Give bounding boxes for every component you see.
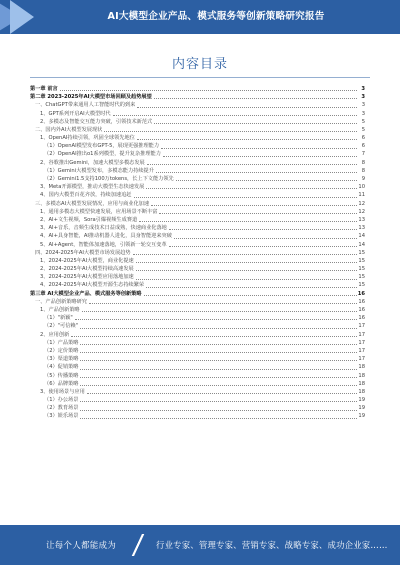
toc-entry-title: 第三章 AI大模型企业产品、模式服务等创新策略 [30, 290, 142, 297]
toc-page-number: 14 [358, 233, 365, 240]
toc-entry[interactable] [30, 396, 365, 404]
toc-page-number: 19 [358, 405, 365, 412]
toc-leader-dots [80, 343, 357, 345]
toc-page-number: 6 [361, 143, 365, 150]
toc-page-number: 15 [358, 274, 365, 281]
toc-entry[interactable] [30, 380, 365, 388]
toc-page-number: 14 [358, 241, 365, 248]
toc-leader-dots [134, 196, 358, 198]
toc-entry[interactable] [30, 404, 365, 412]
toc-heading: 内容目录 [171, 57, 228, 72]
toc-page-number: 18 [358, 364, 365, 371]
toc-entry[interactable] [30, 142, 365, 150]
report-header [0, 0, 400, 34]
toc-page-number: 3 [361, 110, 365, 117]
toc-entry[interactable] [30, 101, 365, 109]
toc-page-number: 12 [358, 200, 365, 207]
report-title: AI大模型企业产品、模式服务等创新策略研究报告 [107, 11, 325, 22]
toc-page-number: 17 [358, 331, 365, 338]
toc-entry[interactable] [30, 413, 365, 421]
toc-entry[interactable] [30, 224, 365, 232]
toc-leader-dots [80, 359, 357, 361]
toc-entry[interactable] [30, 249, 365, 257]
toc-leader-dots [60, 89, 357, 91]
toc-entry-title: （6）品牌策略 [44, 380, 79, 387]
toc-entry[interactable] [30, 298, 365, 306]
toc-page-number: 16 [357, 290, 365, 297]
toc-entry-title: 2、AI+文生视频，Sora引爆视频生成赛道 [40, 216, 138, 223]
toc-leader-dots [80, 417, 357, 419]
toc-leader-dots [147, 163, 357, 165]
toc-entry[interactable] [30, 290, 365, 298]
toc-entry[interactable] [30, 151, 365, 159]
toc-entry-title: （2）定价策略 [44, 347, 79, 354]
toc-page-number: 13 [358, 216, 365, 223]
toc-page-number: 6 [361, 135, 365, 142]
toc-leader-dots [80, 327, 357, 329]
toc-leader-dots [161, 147, 357, 149]
toc-entry[interactable] [30, 331, 365, 339]
toc-leader-dots [71, 335, 357, 337]
toc-entry[interactable] [30, 200, 365, 208]
toc-entry-title: 3、Meta开源模型，推动大模型生态快速发展 [40, 184, 145, 191]
toc-entry[interactable] [30, 306, 365, 314]
toc-entry-title: （2）"可信赖" [44, 323, 79, 330]
toc-entry[interactable] [30, 134, 365, 142]
toc-page-number: 19 [358, 397, 365, 404]
toc-leader-dots [156, 171, 357, 173]
toc-page-number: 12 [358, 208, 365, 215]
toc-entry-title: （2）Gemini1.5支持100万tokens，长上下文能力领先 [44, 176, 174, 183]
toc-leader-dots [136, 278, 357, 280]
toc-entry[interactable] [30, 372, 365, 380]
toc-page-number: 15 [358, 257, 365, 264]
toc-leader-dots [154, 97, 357, 99]
toc-entry-title: 第一章 前言 [30, 85, 58, 92]
toc-page-number: 15 [358, 249, 365, 256]
toc-page-number: 5 [361, 126, 365, 133]
toc-leader-dots [144, 294, 357, 296]
toc-page-number: 18 [358, 388, 365, 395]
toc-entry-title: （1）产品策略 [44, 339, 79, 346]
toc-leader-dots [146, 187, 357, 189]
toc-page-number: 17 [358, 323, 365, 330]
toc-entry-title: （2）OpenAI推出o1系列模型，提升复杂推理能力 [44, 151, 161, 158]
toc-page-number: 15 [358, 266, 365, 273]
toc-entry[interactable] [30, 183, 365, 191]
toc-entry[interactable] [30, 216, 365, 224]
toc-page-number: 17 [358, 339, 365, 346]
toc-entry-title: 4、2024-2025年AI大模型开源生态持续繁荣 [40, 282, 145, 289]
toc-entry[interactable] [30, 93, 365, 101]
toc-entry[interactable] [30, 159, 365, 167]
toc-entry[interactable] [30, 282, 365, 290]
toc-leader-dots [82, 310, 357, 312]
toc-entry[interactable] [30, 85, 365, 93]
toc-leader-dots [133, 253, 357, 255]
toc-entry-title: 2、2024-2025年AI大模型持续高速发展 [40, 266, 134, 273]
toc-entry[interactable] [30, 191, 365, 199]
toc-entry-title: （5）传播策略 [44, 372, 79, 379]
toc-leader-dots [80, 409, 357, 411]
toc-leader-dots [75, 318, 357, 320]
toc-entry-title: 1、产品创新策略 [40, 307, 80, 314]
toc-leader-dots [139, 220, 357, 222]
toc-page-number: 16 [358, 315, 365, 322]
toc-entry[interactable] [30, 347, 365, 355]
toc-page-number: 16 [358, 298, 365, 305]
toc-entry-title: 第二章 2023-2025年AI大模型市场回顾及趋势展望 [30, 94, 152, 101]
toc-leader-dots [163, 155, 357, 157]
toc-entry[interactable] [30, 208, 365, 216]
toc-leader-dots [80, 368, 357, 370]
toc-leader-dots [104, 130, 357, 132]
toc-page-number: 11 [358, 192, 365, 199]
toc-entry[interactable] [30, 265, 365, 273]
toc-page-number: 8 [361, 167, 365, 174]
footer-roles: 行业专家、管理专家、营销专家、战略专家、成功企业家…… [156, 540, 388, 550]
toc-entry-title: 三、多模态AI大模型发展情况，应用与商业化加速 [35, 200, 150, 207]
toc-entry[interactable] [30, 314, 365, 322]
toc-page-number: 18 [358, 372, 365, 379]
footer-banner [0, 525, 400, 565]
toc-leader-dots [113, 114, 357, 116]
toc-leader-dots [169, 228, 357, 230]
toc-entry[interactable] [30, 388, 365, 396]
toc-entry-title: 3、AI+音乐，音频生成技术日益成熟，快速商业化落地 [40, 225, 167, 232]
toc-leader-dots [146, 286, 357, 288]
toc-page-number: 3 [361, 85, 365, 92]
toc-entry-title: 1、通用多模态大模型快速发展，应用场景不断丰富 [40, 208, 158, 215]
toc-leader-dots [136, 261, 357, 263]
toc-entry[interactable] [30, 167, 365, 175]
toc-entry-title: （3）娱乐场景 [44, 413, 79, 420]
toc-page-number: 15 [358, 282, 365, 289]
toc-leader-dots [159, 212, 357, 214]
toc-leader-dots [87, 392, 357, 394]
toc-page-number: 5 [361, 118, 365, 125]
toc-leader-dots [176, 179, 357, 181]
toc-entry[interactable] [30, 339, 365, 347]
toc-page-number: 18 [358, 380, 365, 387]
toc-entry-title: 二、国内外AI大模型发展现状 [35, 126, 103, 133]
toc-heading-divider [30, 77, 370, 78]
toc-leader-dots [151, 204, 357, 206]
toc-leader-dots [80, 400, 357, 402]
toc-entry-title: 4、国内大模型百花齐放，持续加速追赶 [40, 192, 132, 199]
toc-entry[interactable] [30, 110, 365, 118]
toc-entry-title: 3、2024-2025年AI大模型应用落地加速 [40, 274, 134, 281]
toc-entry-title: （2）教育场景 [44, 405, 79, 412]
toc-leader-dots [174, 237, 357, 239]
toc-entry-title: （1）OpenAI模型发布GPT-5，展现更强推理能力 [44, 143, 160, 150]
header-arrow-decoration-light [10, 0, 34, 34]
toc-entry[interactable] [30, 257, 365, 265]
toc-leader-dots [137, 138, 357, 140]
toc-page-number: 10 [358, 184, 365, 191]
toc-entry-title: 4、AI+具身智能，AI推动机器人进化，具身智能迎来突破 [40, 233, 172, 240]
toc-entry-title: 1、GPT系列开启AI大模型时代 [40, 110, 111, 117]
toc-leader-dots [80, 351, 357, 353]
toc-entry[interactable] [30, 175, 365, 183]
toc-page-number: 17 [358, 356, 365, 363]
toc-entry[interactable] [30, 273, 365, 281]
toc-entry-title: 2、多模态及智能交互能力突破，引领技术新范式 [40, 118, 153, 125]
toc-entry[interactable] [30, 363, 365, 371]
toc-entry-title: 3、使用场景与应用 [40, 388, 85, 395]
toc-page-number: 3 [361, 102, 365, 109]
toc-page-number: 17 [358, 347, 365, 354]
toc-page-number: 7 [361, 151, 365, 158]
toc-page-number: 8 [361, 159, 365, 166]
toc-leader-dots [154, 122, 357, 124]
toc-entry[interactable] [30, 118, 365, 126]
footer-slash-divider [130, 534, 146, 556]
toc-leader-dots [136, 269, 357, 271]
table-of-contents [30, 85, 365, 421]
toc-leader-dots [137, 106, 357, 108]
toc-entry-title: 5、AI+Agent，智能体加速落地，引领新一轮交互变革 [40, 241, 167, 248]
footer-slogan: 让每个人都能成为 [46, 540, 117, 550]
toc-entry-title: 2、应用创新 [40, 331, 70, 338]
toc-entry-title: 1、OpenAI持续引领，巩固全球领先地位 [40, 135, 135, 142]
toc-page-number: 19 [358, 413, 365, 420]
toc-entry[interactable] [30, 322, 365, 330]
toc-entry-title: 1、2024-2025年AI大模型，商业化提速 [40, 257, 134, 264]
toc-entry-title: （4）促销策略 [44, 364, 79, 371]
toc-entry[interactable] [30, 241, 365, 249]
toc-entry[interactable] [30, 355, 365, 363]
toc-entry-title: （3）渠道策略 [44, 356, 79, 363]
toc-entry-title: （1）Gemini大模型发布，多模态能力持续提升 [44, 167, 154, 174]
toc-entry-title: （1）办公场景 [44, 397, 79, 404]
toc-leader-dots [80, 376, 357, 378]
toc-entry-title: （1）"新颖" [44, 315, 73, 322]
toc-leader-dots [80, 384, 357, 386]
toc-leader-dots [89, 302, 357, 304]
toc-page-number: 16 [358, 307, 365, 314]
toc-entry-title: 一、产品创新策略研究 [35, 298, 87, 305]
toc-leader-dots [169, 245, 357, 247]
toc-entry[interactable] [30, 126, 365, 134]
toc-page-number: 3 [361, 94, 365, 101]
toc-page-number: 13 [358, 225, 365, 232]
toc-entry-title: 2、谷歌推出Gemini，加速大模型多模态发展 [40, 159, 145, 166]
toc-page-number: 9 [361, 176, 365, 183]
toc-entry[interactable] [30, 232, 365, 240]
toc-entry-title: 一、ChatGPT带来通用人工智能时代的到来 [35, 102, 136, 109]
toc-entry-title: 四、2024-2025年AI大模型市场发展趋势 [35, 249, 131, 256]
